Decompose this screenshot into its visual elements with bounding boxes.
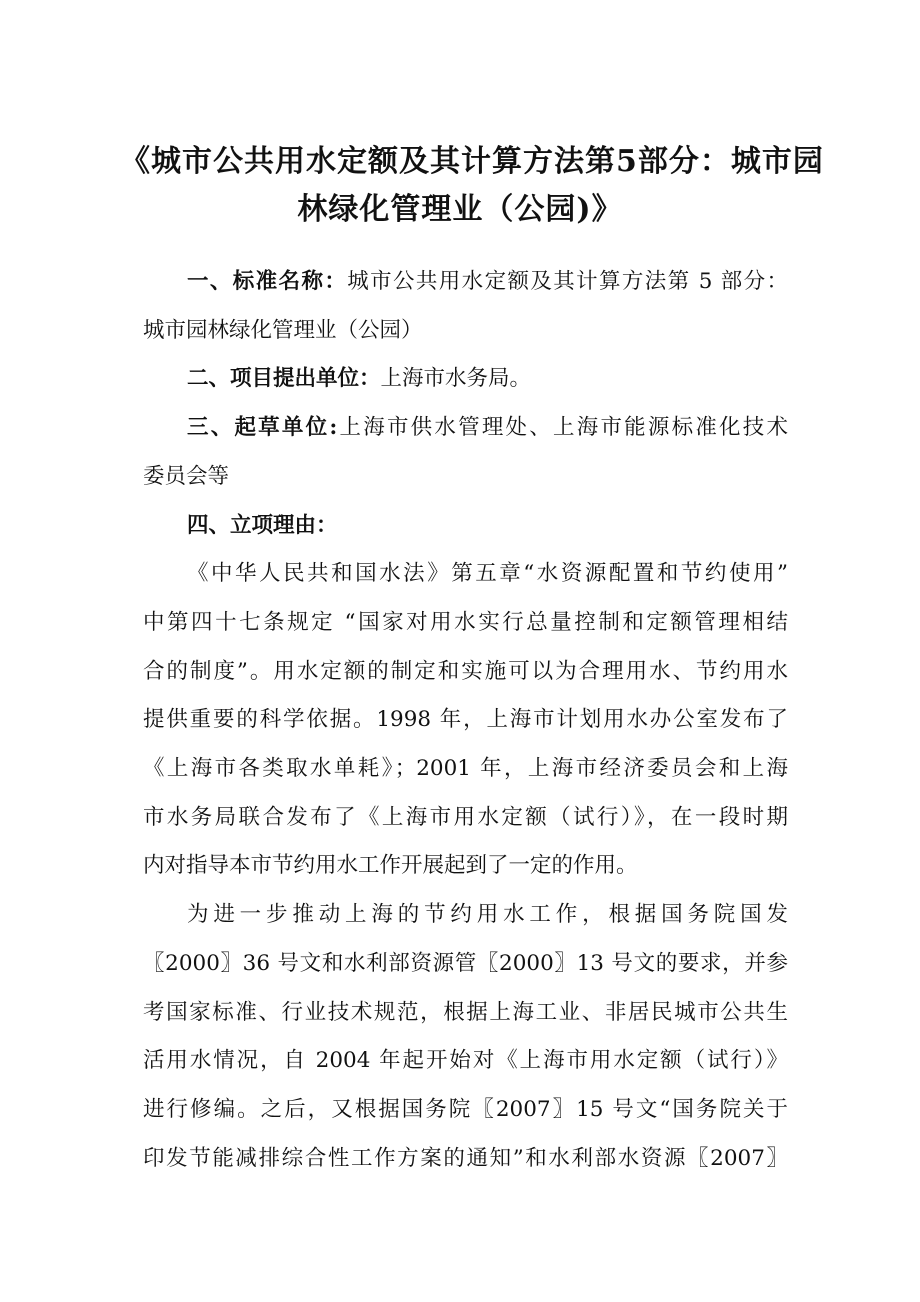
title-line-2: 林绿化管理业（公园)》 <box>297 192 623 227</box>
para-1-line: 内对指导本市节约用水工作开展起到了一定的作用。 <box>143 853 638 879</box>
para-2-line: 进行修编。之后，又根据国务院〖2007〗15 号文“国务院关于 <box>143 1096 788 1122</box>
title-line-1: 《城市公共用水定额及其计算方法第5部分：城市园 <box>120 144 824 179</box>
section-3-line-1 <box>143 404 788 453</box>
section-1-label: 一、标准名称： <box>187 269 348 294</box>
section-2 <box>143 355 788 404</box>
section-4-label: 四、立项理由： <box>187 512 338 538</box>
para-1-line: 《上海市各类取水单耗》；2001 年，上海市经济委员会和上海 <box>143 756 788 782</box>
document-title <box>120 138 824 234</box>
section-1-line-1 <box>143 258 788 307</box>
para-1-line: 市水务局联合发布了《上海市用水定额（试行）》，在一段时期 <box>143 804 788 830</box>
section-1-text-line-2: 城市园林绿化管理业（公园） <box>143 317 423 343</box>
para-1-line: 提供重要的科学依据。1998 年，上海市计划用水办公室发布了 <box>143 707 788 733</box>
section-3-text-line-2: 委员会等 <box>143 463 230 489</box>
document-body <box>143 258 788 1183</box>
para-2-line: 印发节能减排综合性工作方案的通知”和水利部水资源〖2007〗 <box>143 1145 788 1171</box>
para-2-line: 考国家标准、行业技术规范，根据上海工业、非居民城市公共生 <box>143 999 788 1025</box>
section-4 <box>143 502 788 551</box>
section-1-text-line-1: 城市公共用水定额及其计算方法第 5 部分： <box>347 269 788 294</box>
section-3-text-line-1: 上海市供水管理处、上海市能源标准化技术 <box>337 415 788 441</box>
section-2-label: 二、项目提出单位： <box>187 366 381 392</box>
para-1-line: 合的制度”。用水定额的制定和实施可以为合理用水、节约用水 <box>143 658 788 684</box>
para-2-line: 为进一步推动上海的节约用水工作，根据国务院国发 <box>187 902 788 928</box>
para-1-line: 中第四十七条规定 “国家对用水实行总量控制和定额管理相结 <box>143 609 788 635</box>
section-3-label: 三、起草单位: <box>187 415 338 441</box>
para-1-line: 《中华人民共和国水法》第五章“水资源配置和节约使用” <box>187 561 788 587</box>
para-2-line: 活用水情况，自 2004 年起开始对《上海市用水定额（试行）》 <box>143 1048 788 1074</box>
para-2-line: 〖2000〗36 号文和水利部资源管〖2000〗13 号文的要求，并参 <box>143 950 788 976</box>
section-2-text: 上海市水务局。 <box>380 366 532 392</box>
